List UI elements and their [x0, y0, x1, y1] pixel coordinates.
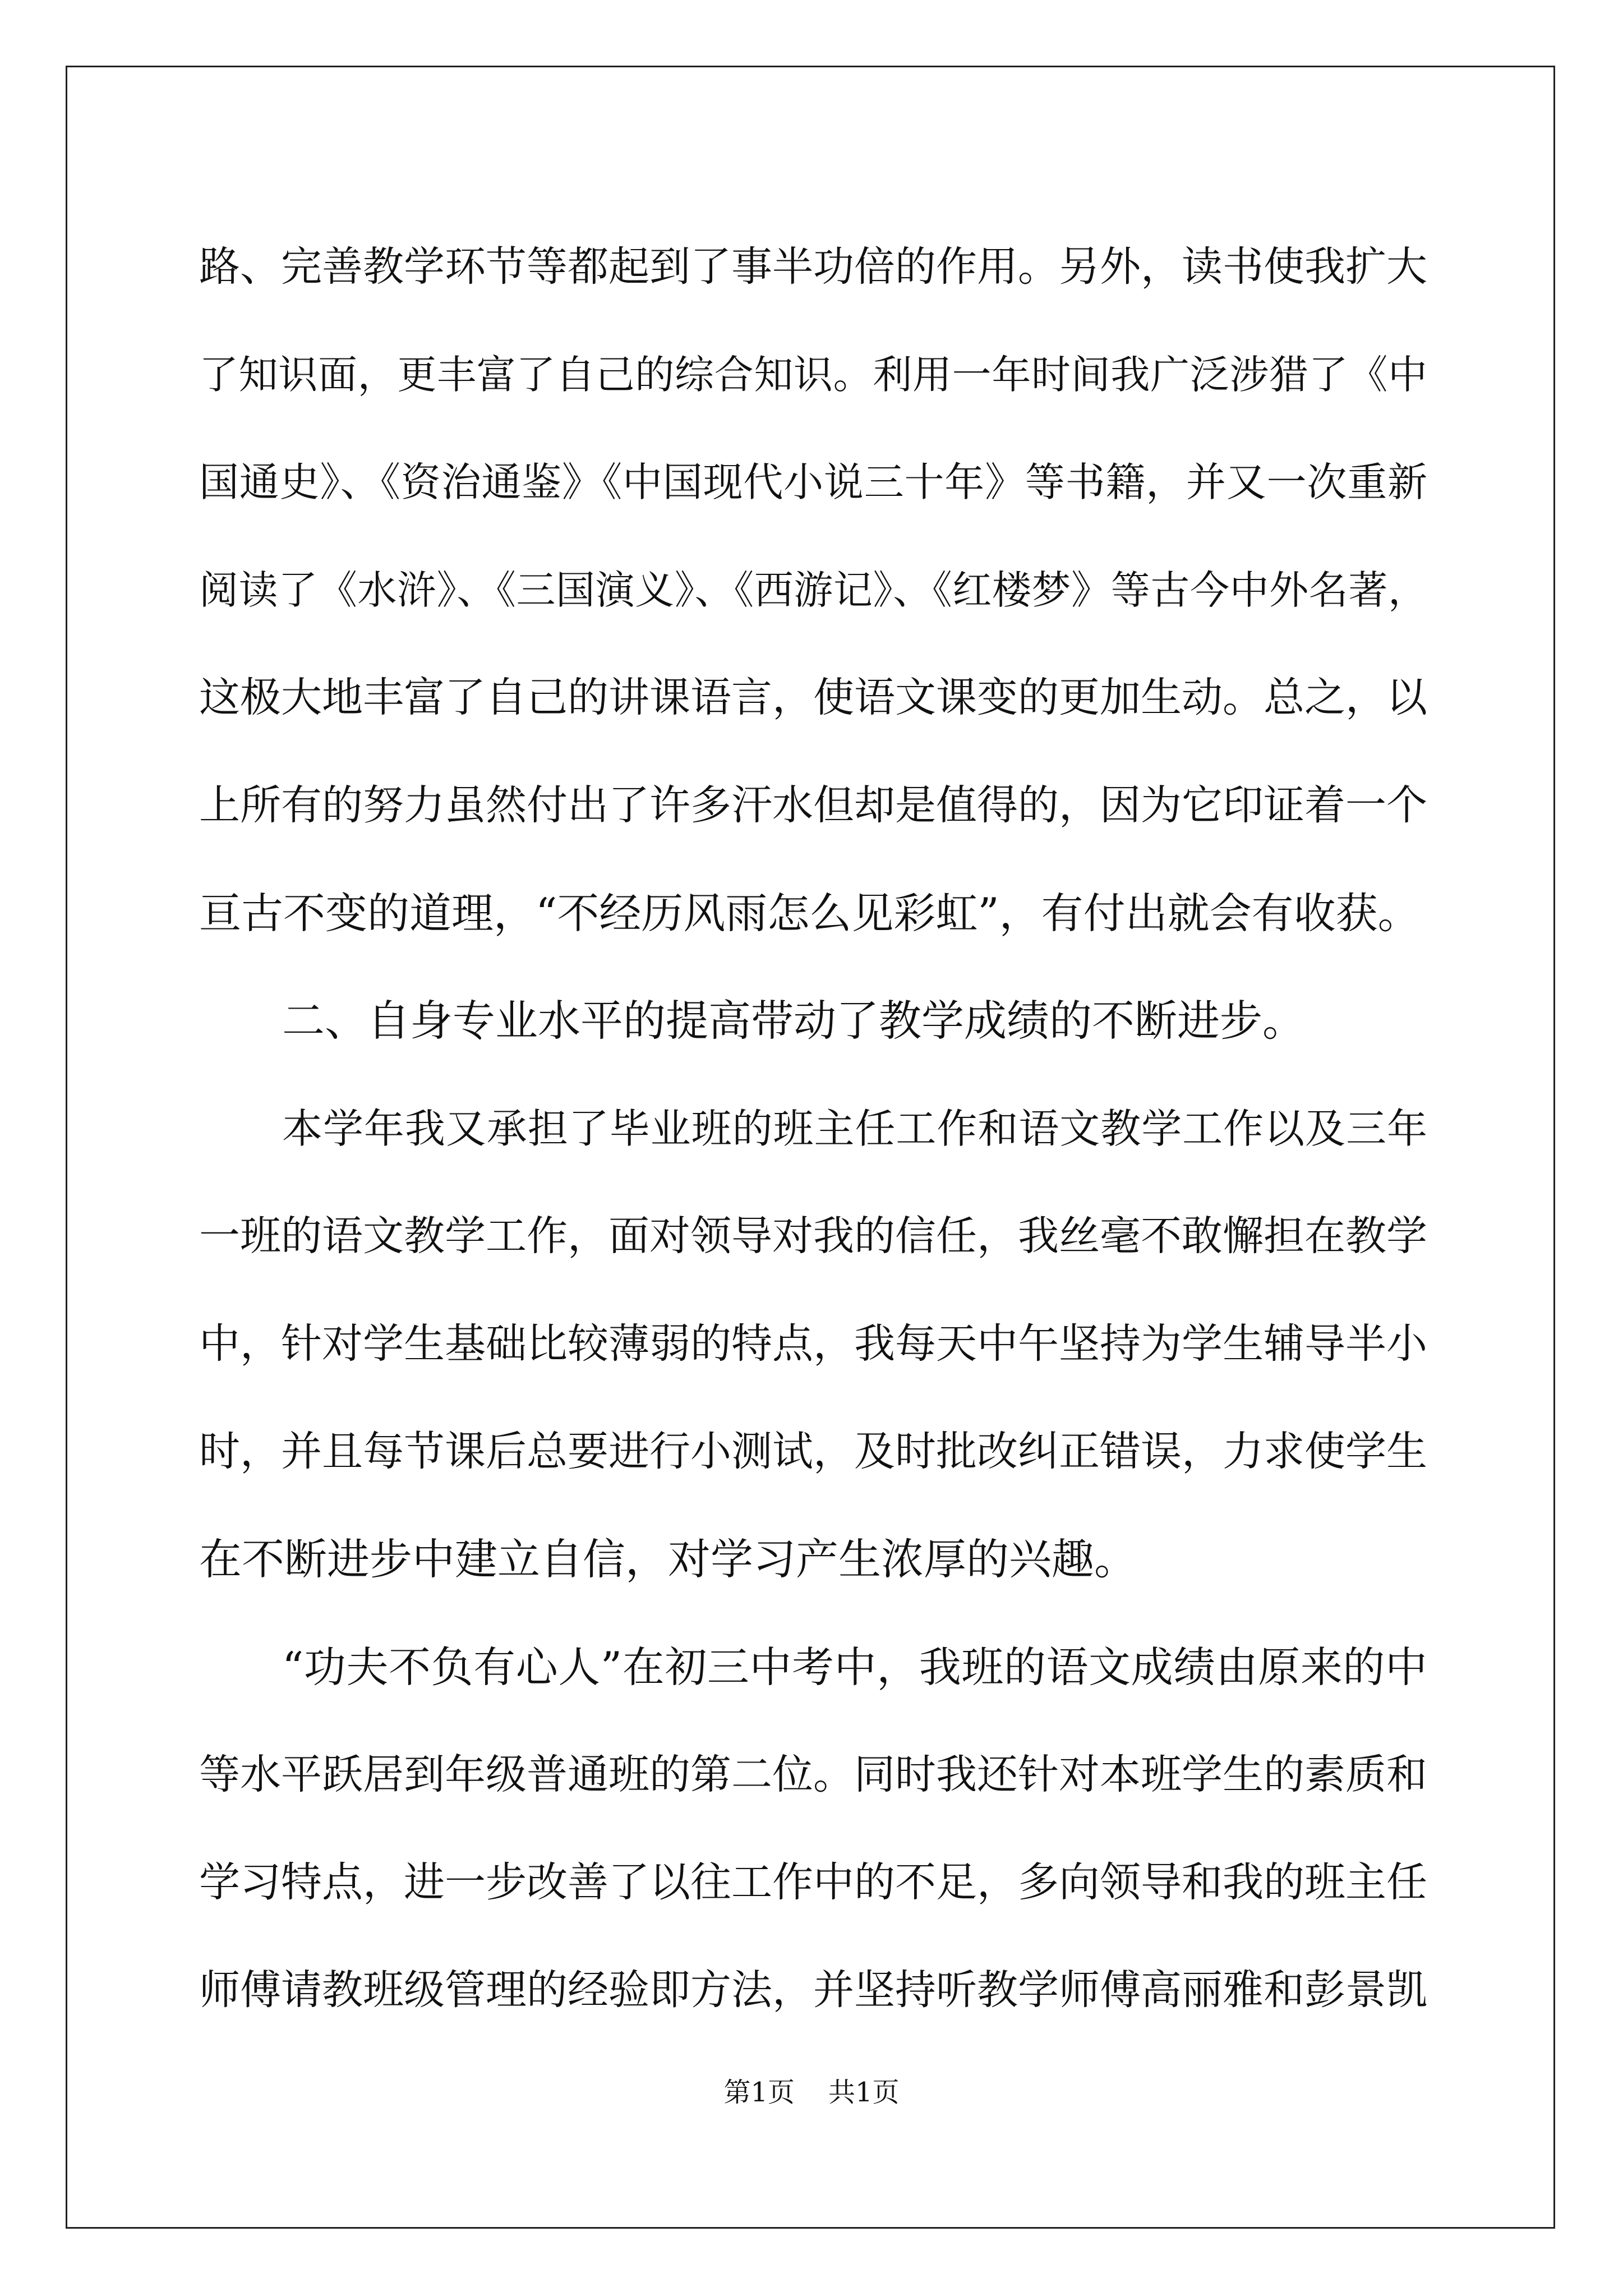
text-line: 国通史》、《资治通鉴》《中国现代小说三十年》等书籍，并又一次重新 [199, 459, 1427, 505]
text-line: 师傅请教班级管理的经验即方法，并坚持听教学师傅高丽雅和彭景凯 [199, 1966, 1427, 2014]
page-number: 第1页 [723, 2077, 795, 2108]
document-body [199, 213, 1427, 2044]
text-line: 学习特点，进一步改善了以往工作中的不足，多向领导和我的班主任 [199, 1858, 1427, 1906]
page-total: 共1页 [828, 2077, 900, 2108]
text-line: 了知识面，更丰富了自己的综合知识。利用一年时间我广泛涉猎了《中 [199, 352, 1427, 398]
text-line: 这极大地丰富了自己的讲课语言，使语文课变的更加生动。总之，以 [199, 674, 1427, 721]
text-line: 等水平跃居到年级普通班的第二位。同时我还针对本班学生的素质和 [199, 1751, 1427, 1798]
text-line: “功夫不负有心人”在初三中考中，我班的语文成绩由原来的中 [282, 1642, 1427, 1692]
text-line: 阅读了《水浒》、《三国演义》、《西游记》、《红楼梦》等古今中外名著， [199, 567, 1427, 613]
text-line: 时，并且每节课后总要进行小测试，及时批改纠正错误，力求使学生 [199, 1428, 1427, 1475]
text-line: 一班的语文教学工作，面对领导对我的信任，我丝毫不敢懈担在教学 [199, 1212, 1427, 1260]
text-line: 二、自身专业水平的提高带动了教学成绩的不断进步。 [282, 996, 1305, 1046]
text-line: 本学年我又承担了毕业班的班主任工作和语文教学工作以及三年 [282, 1105, 1427, 1152]
text-line: 中，针对学生基础比较薄弱的特点，我每天中午坚持为学生辅导半小 [199, 1320, 1427, 1368]
text-line: 亘古不变的道理，“不经历风雨怎么见彩虹”，有付出就会有收获。 [199, 889, 1420, 938]
text-line: 在不断进步中建立自信，对学习产生浓厚的兴趣。 [199, 1534, 1137, 1584]
text-line: 路、完善教学环节等都起到了事半功倍的作用。另外，读书使我扩大 [199, 243, 1427, 291]
text-line: 上所有的努力虽然付出了许多汗水但却是值得的，因为它印证着一个 [199, 781, 1427, 829]
page-footer [0, 2076, 1623, 2109]
